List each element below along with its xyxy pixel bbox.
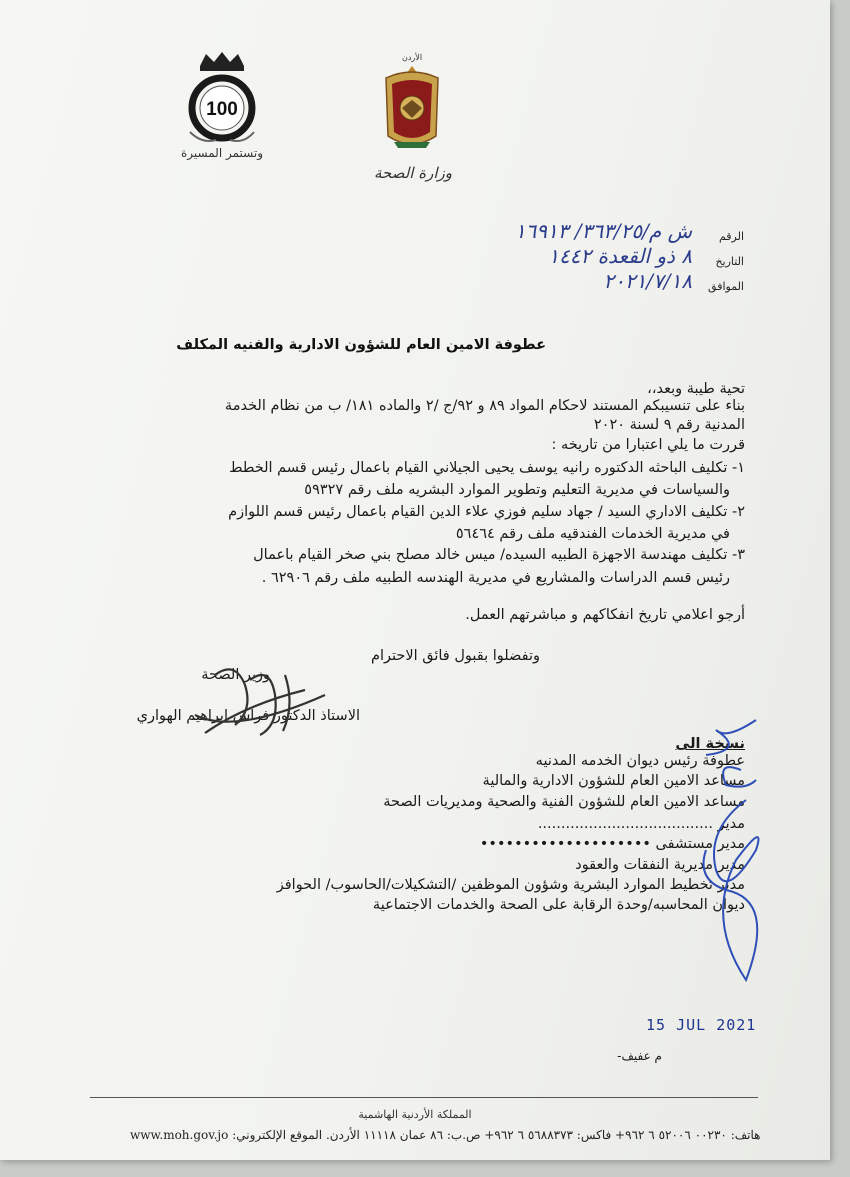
- item-2-line-1: ٢- تكليف الاداري السيد / جهاد سليم فوزي علاء الدين القيام باعمال رئيس قسم اللوازم: [228, 504, 745, 520]
- closing-line: وتفضلوا بقبول فائق الاحترام: [371, 648, 540, 664]
- hijri-date: ٨ ذو القعدة ١٤٤٢: [548, 244, 692, 268]
- reference-number-row: [444, 218, 744, 243]
- footer-kingdom: المملكة الأردنية الهاشمية: [358, 1108, 472, 1121]
- copy-recipient: مساعد الامين العام للشؤون الفنية والصحية ومديريات الصحة: [383, 794, 745, 810]
- reference-block: [444, 218, 744, 293]
- minister-signature: [175, 655, 335, 745]
- intro-line-2: المدنية رقم ٩ لسنة ٢٠٢٠: [593, 417, 745, 433]
- crest-motto: الأردن: [401, 53, 423, 62]
- copy-recipient: مدير مستشفى ••••••••••••••••••••: [479, 836, 745, 852]
- copy-recipient: ديوان المحاسبه/وحدة الرقابة على الصحة والخدمات الاجتماعية: [372, 897, 745, 913]
- ministry-name: وزارة الصحة: [374, 164, 452, 182]
- greeting: تحية طيبة وبعد،،: [647, 381, 745, 397]
- footer-contact: هاتف: ٠٠٢٣٠ ٥٢٠٠٦ ٦ ٩٦٢+ فاكس: ٥٦٨٨٣٧٣ ٦ ٩٦٢+ ص.ب: ٨٦ عمان ١١١١٨ الأردن. الموقع الإلكتروني: www.moh.gov.jo: [130, 1128, 761, 1142]
- footer-divider: [90, 1097, 758, 1098]
- typist-initials: م عفيف-: [617, 1049, 662, 1063]
- copy-recipient: مساعد الامين العام للشؤون الادارية والمالية: [482, 773, 745, 789]
- copies-heading: نسخة الى: [675, 736, 745, 752]
- copy-recipient: مدير تخطيط الموارد البشرية وشؤون الموظفين /التشكيلات/الحاسوب/ الحوافز: [276, 877, 745, 893]
- copy-recipient: عطوفة رئيس ديوان الخدمه المدنيه: [535, 753, 745, 769]
- centennial-logo: [172, 48, 272, 168]
- copy-recipient: مدير ......................................: [537, 816, 745, 832]
- item-3-line-1: ٣- تكليف مهندسة الاجهزة الطبيه السيده/ ميس خالد مصلح بني صخر القيام باعمال: [253, 547, 745, 563]
- item-2-line-2: في مديرية الخدمات الفندقيه ملف رقم ٥٦٤٦٤: [455, 526, 730, 542]
- margin-handwritten-signature: [686, 700, 786, 990]
- centennial-number: 100: [206, 99, 238, 120]
- hijri-date-row: [444, 243, 744, 268]
- jordan-crest: [372, 48, 452, 188]
- gregorian-date-row: [444, 268, 744, 293]
- letter-addressee: عطوفة الامين العام للشؤون الادارية والفنيه المكلف: [176, 337, 546, 353]
- copy-recipient: مدير مديرية النفقات والعقود: [575, 857, 745, 873]
- decision-line: قررت ما يلي اعتبارا من تاريخه :: [551, 437, 745, 453]
- hijri-date-label: التاريخ: [715, 255, 744, 268]
- reference-number-label: الرقم: [718, 230, 744, 243]
- signatory-name: الاستاذ الدكتور فراس ابراهيم الهواري: [136, 708, 360, 724]
- item-3-line-2: رئيس قسم الدراسات والمشاريع في مديرية الهندسه الطبيه ملف رقم ٦٢٩٠٦ .: [261, 570, 730, 586]
- request-line: أرجو اعلامي تاريخ انفكاكهم و مباشرتهم العمل.: [465, 607, 745, 623]
- signatory-title: وزير الصحة: [201, 667, 270, 683]
- gregorian-date-label: الموافق: [708, 280, 744, 293]
- gregorian-date: ٢٠٢١/٧/١٨: [603, 269, 692, 293]
- item-1-line-1: ١- تكليف الباحثه الدكتوره رانيه يوسف يحيى الجيلاني القيام باعمال رئيس قسم الخطط: [229, 460, 745, 476]
- centennial-slogan: وتستمر المسيرة: [181, 146, 263, 160]
- intro-line-1: بناء على تنسيبكم المستند لاحكام المواد ٨٩ و ٩٢/ج /٢ والماده ١٨١/ ب من نظام الخدمة: [224, 398, 745, 414]
- received-date-stamp: 15 JUL 2021: [646, 1016, 757, 1034]
- item-1-line-2: والسياسات في مديرية التعليم وتطوير الموارد البشريه ملف رقم ٥٩٣٢٧: [304, 482, 730, 498]
- reference-number: ش م/٣٦٣/٢٥/ ١٦٩١٣: [514, 219, 692, 243]
